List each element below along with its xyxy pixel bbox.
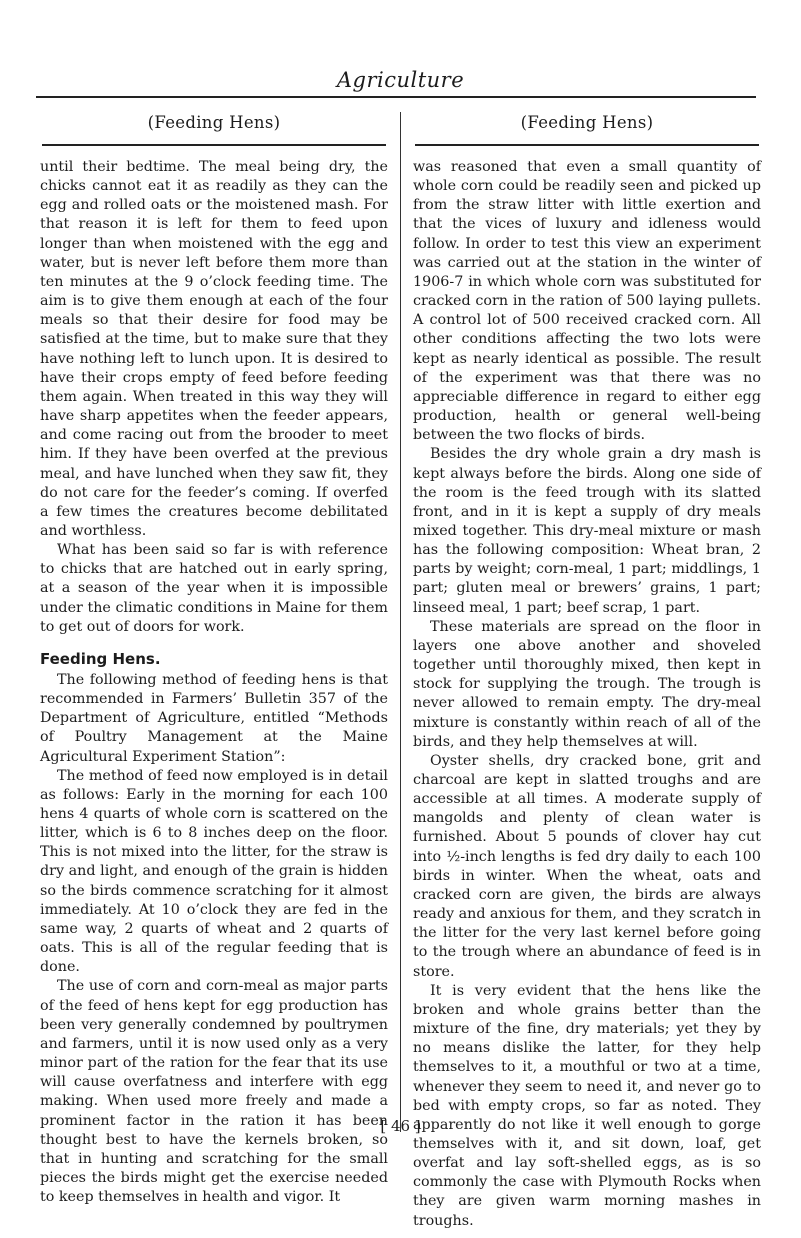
left-column <box>40 110 388 1207</box>
column-divider <box>400 112 401 1132</box>
right-paragraph-5: It is very evident that the hens like the broken and whole grains better than the mixture of the fine, dry materials; yet they by no means dislike the latter, for they help themselves to it, a mouthful or two at a time, whenever they seem to need it, and never go to bed with empty crops, so far as noted. They apparently do not like it well enough to gorge themselves with it, and sit down, loaf, get overfat and lay soft-shelled eggs, as is so commonly the case with Plymouth Rocks when they are given warm morning mashes in troughs. <box>413 982 761 1229</box>
left-column-text <box>40 158 388 1207</box>
right-paragraph-2: Besides the dry whole grain a dry mash is kept always before the birds. Along one side of the room is the feed trough with its slatted front, and in it is kept a supply of dry meals mixed together. This dry-meal mixture or mash has the following composition: Wheat bran, 2 parts by weight; corn-meal, 1 part; middlings, 1 part; gluten meal or brewers’ grains, 1 part; linseed meal, 1 part; beef scrap, 1 part. <box>413 446 761 616</box>
section-heading-feeding-hens: Feeding Hens. <box>40 649 161 668</box>
right-column <box>413 110 761 1231</box>
running-head: Agriculture <box>336 68 465 92</box>
left-paragraph-3: The following method of feeding hens is that recommended in Farmers’ Bulletin 357 of the Department of Agriculture, entitled “Methods of Poultry Management at the Maine Agricultural Experiment Station”: <box>40 671 388 765</box>
left-paragraph-2: What has been said so far is with reference to chicks that are hatched out in early spring, at a season of the year when it is impossible under the climatic conditions in Maine for them to get out of doors for work. <box>40 542 388 635</box>
left-paragraph-5: The use of corn and corn-meal as major parts of the feed of hens kept for egg production has been very generally condemned by poultrymen and farmers, until it is now used only as a very minor part of the ration for the fear that its use will cause overfatness and interfere with egg making. When used more freely and made a prominent factor in the ration it has been thought best to have the kernels broken, so that in hunting and scratching for the small pieces the birds might get the exercise needed to keep themselves in health and vigor. It <box>40 978 388 1206</box>
right-column-rule <box>415 144 759 146</box>
right-paragraph-4: Oyster shells, dry cracked bone, grit and charcoal are kept in slatted troughs and are accessible at all times. A moderate supply of mangolds and plenty of clean water is furnished. About 5 pounds of clover hay cut into ½-inch lengths is fed dry daily to each 100 birds in winter. When the wheat, oats and cracked corn are given, the birds are always ready and anxious for them, and they scratch in the litter for the very last kernel before going to the trough where an abundance of feed is in store. <box>413 752 761 980</box>
left-paragraph-4: The method of feed now employed is in detail as follows: Early in the morning for each 100 hens 4 quarts of whole corn is scattered on the litter, which is 6 to 8 inches deep on the floor. This is not mixed into the litter, for the straw is dry and light, and enough of the grain is hidden so the birds commence scratching for it almost immediately. At 10 o’clock they are fed in the same way, 2 quarts of wheat and 2 quarts of oats. This is all of the regular feeding that is done. <box>40 767 388 976</box>
left-column-rule <box>42 144 386 146</box>
left-column-heading: (Feeding Hens) <box>147 113 281 132</box>
page-number: [ 46 ] <box>380 1117 421 1135</box>
right-paragraph-3: These materials are spread on the floor in layers one above another and shoveled together until thoroughly mixed, then kept in stock for supplying the trough. The trough is never allowed to remain empty. The dry-meal mixture is constantly within reach of all of the birds, and they help themselves at will. <box>413 618 761 750</box>
header-rule <box>36 96 756 98</box>
right-paragraph-1: was reasoned that even a small quantity of whole corn could be readily seen and picked up from the straw litter with little exertion and that the vices of luxury and idleness would follow. In order to test this view an experiment was carried out at the station in the winter of 1906-7 in which whole corn was substituted for cracked corn in the ration of 500 laying pullets. A control lot of 500 received cracked corn. All other conditions affecting the two lots were kept as nearly identical as possible. The result of the experiment was that there was no appreciable difference in regard to either egg production, health or general well-being between the two flocks of birds. <box>413 159 761 444</box>
left-paragraph-1: until their bedtime. The meal being dry, the chicks cannot eat it as readily as they can the egg and rolled oats or the moistened mash. For that reason it is left for them to feed upon longer than when moistened with the egg and water, but is never left before them more than ten minutes at the 9 o’clock feeding time. The aim is to give them enough at each of the four meals so that their desire for food may be satisfied at the time, but to make sure that they have nothing left to lunch upon. It is desired to have their crops empty of feed before feeding them again. When treated in this way they will have sharp appetites when the feeder appears, and come racing out from the brooder to meet him. If they have been overfed at the previous meal, and have lunched when they saw fit, they do not care for the feeder’s coming. If overfed a few times the creatures become debilitated and worthless. <box>40 159 388 539</box>
right-column-text <box>413 158 761 1231</box>
right-column-heading: (Feeding Hens) <box>520 113 654 132</box>
